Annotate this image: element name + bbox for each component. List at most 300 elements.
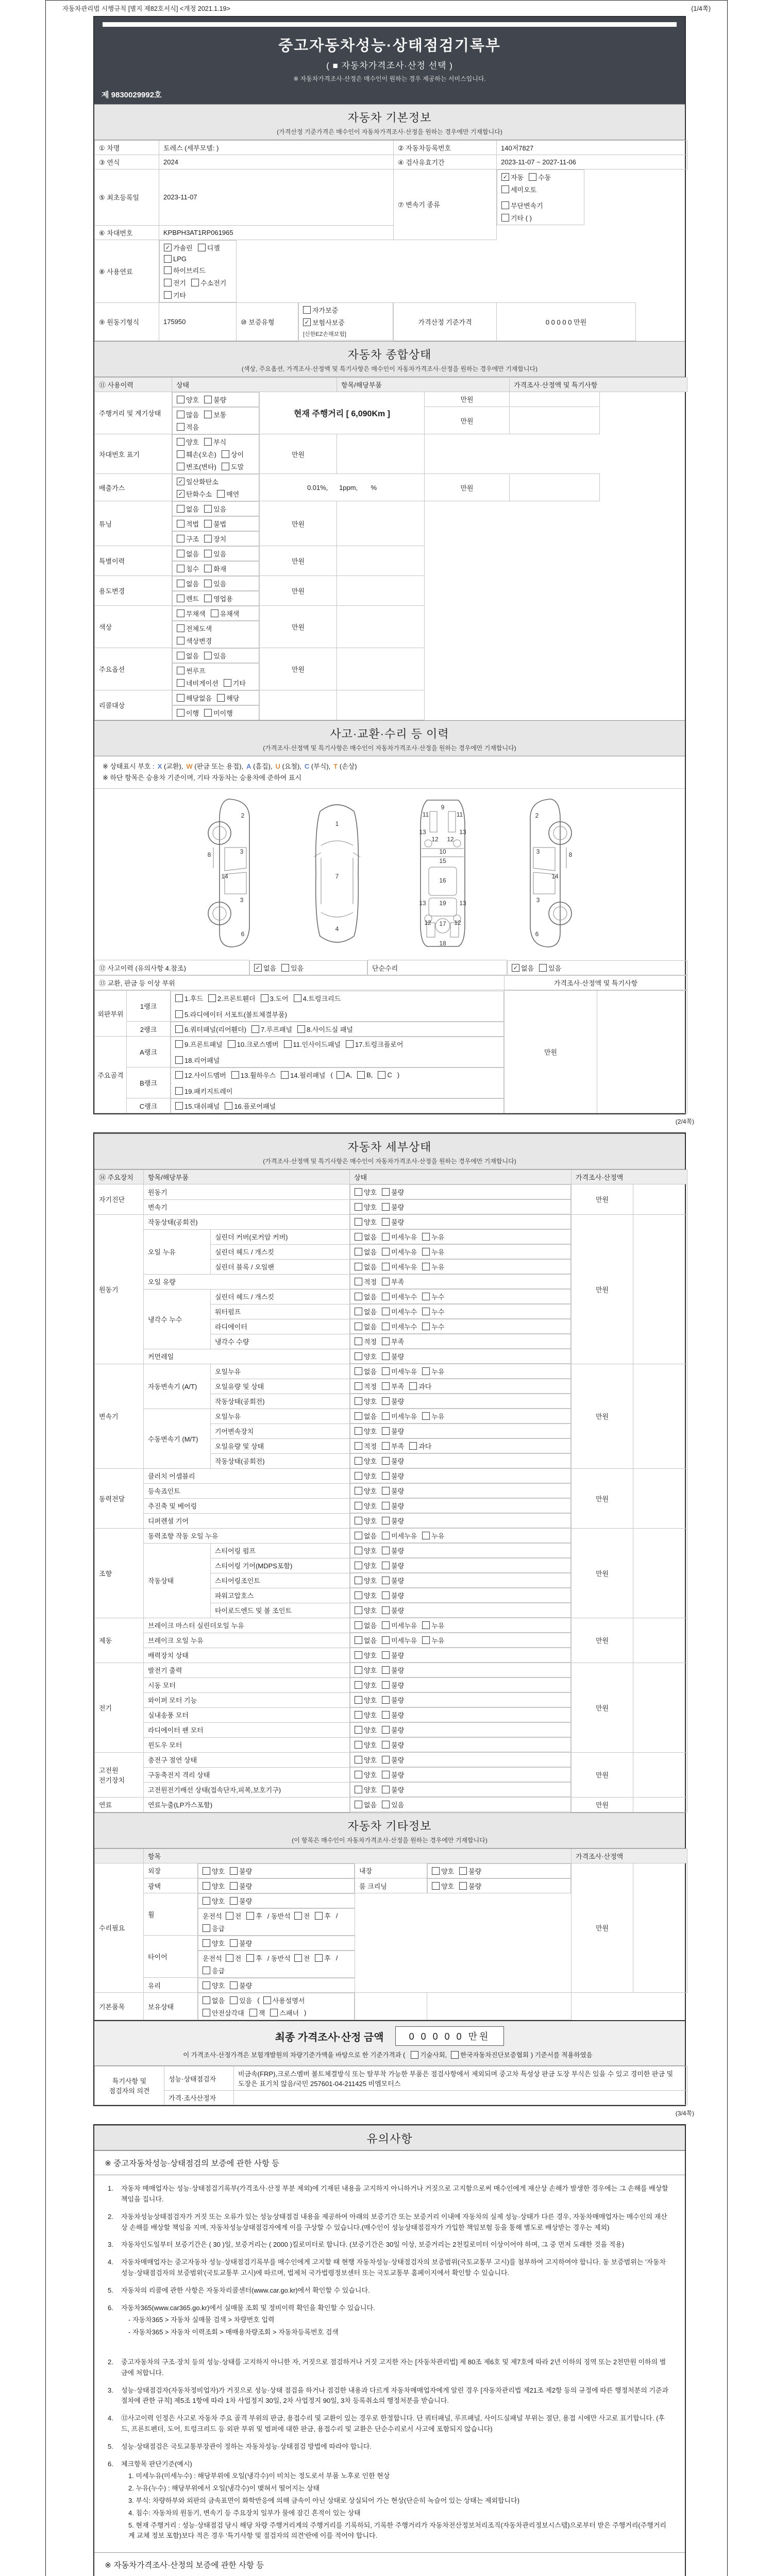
checkbox-9.프론트패널[interactable] — [175, 1039, 223, 1049]
checkbox-미세누유[interactable] — [382, 1232, 417, 1242]
checkbox-양호[interactable] — [355, 1665, 377, 1675]
row-label-simple-repair: 단순수리 — [368, 960, 507, 975]
notice-item — [108, 2303, 671, 2338]
checkbox-불량[interactable] — [230, 1866, 252, 1876]
checkbox-미세누유[interactable] — [382, 1411, 417, 1421]
checkbox-B,[interactable] — [357, 1071, 373, 1079]
checkbox-불량[interactable] — [382, 1561, 404, 1570]
checkbox-전[interactable] — [294, 1953, 310, 1963]
checkbox-불법[interactable] — [204, 519, 226, 529]
checkbox-불량[interactable] — [382, 1501, 404, 1511]
checkbox-양호[interactable] — [355, 1471, 377, 1481]
checkbox-보통[interactable] — [204, 410, 226, 419]
checkbox-수동[interactable] — [529, 172, 551, 182]
column-header: 가격조사·산정액 — [572, 1170, 687, 1184]
value-inspector-opinion: 비금속(FRP),크로스멤버 볼트체결방식 또는 탈부착 가능한 부품은 점검사항에서 제외되며 중고차 특성상 판금 도장 부식은 있을 수 있고 경미한 판금 및 도장은 표기치 않음/국민 257601-04-211425 비엠모터스 — [234, 2066, 687, 2091]
checkbox-label: 양호 — [212, 1981, 225, 1990]
checkbox-없음[interactable] — [355, 1635, 377, 1645]
checkbox-양호[interactable] — [355, 1650, 377, 1660]
checkbox-훼손(오손)[interactable] — [177, 449, 216, 459]
checkbox-13.휠하우스[interactable] — [231, 1070, 276, 1080]
checkbox-구조[interactable] — [177, 534, 199, 544]
checkbox-부족[interactable] — [382, 1441, 404, 1451]
checkbox-불량[interactable] — [459, 1866, 481, 1876]
checkbox-색상변경[interactable] — [177, 636, 212, 646]
checkbox-불량[interactable] — [230, 1881, 252, 1891]
unchecked-box-icon — [382, 1517, 390, 1524]
unchecked-box-icon — [198, 244, 206, 251]
checkbox-19.패키지트레이[interactable] — [175, 1086, 232, 1096]
checkbox-5.라디에이터 서포트(볼트체결부품)[interactable] — [175, 1009, 287, 1019]
checkbox-없음[interactable] — [355, 1262, 377, 1272]
checkbox-양호[interactable] — [355, 1680, 377, 1690]
checkbox-렌트[interactable] — [177, 594, 199, 603]
checkbox-불량[interactable] — [382, 1516, 404, 1526]
checkbox-불량[interactable] — [382, 1351, 404, 1361]
checkbox-미세누수[interactable] — [382, 1321, 417, 1331]
table-cell — [427, 1878, 571, 1893]
checkbox-불량[interactable] — [459, 1881, 481, 1891]
checkbox-미세누유[interactable] — [382, 1620, 417, 1630]
checkbox-6.쿼터패널(리어휀더)[interactable] — [175, 1024, 246, 1034]
checkbox-불량[interactable] — [382, 1680, 404, 1690]
checkbox-미세누유[interactable] — [382, 1366, 417, 1376]
page-2 — [93, 1132, 686, 2106]
section-detail-state — [94, 1133, 685, 1170]
unchecked-box-icon — [355, 1801, 362, 1808]
table-cell — [172, 690, 259, 705]
checkbox-화재[interactable] — [204, 564, 226, 573]
checkbox-불량[interactable] — [204, 395, 226, 404]
checkbox-1.후드[interactable] — [175, 993, 203, 1003]
checkbox-label: 누유 — [431, 1263, 445, 1272]
table-cell: 작동상태 — [144, 1543, 211, 1618]
checkbox-적정[interactable] — [355, 1336, 377, 1346]
checkbox-변조(변타)[interactable] — [177, 462, 216, 471]
checkbox-누유[interactable] — [422, 1620, 444, 1630]
checkbox-양호[interactable] — [355, 1785, 377, 1794]
checkbox-10.크로스멤버[interactable] — [228, 1039, 279, 1049]
checkbox-없음[interactable] — [355, 1232, 377, 1242]
checkbox-양호[interactable] — [355, 1561, 377, 1570]
checkbox-미세누유[interactable] — [382, 1247, 417, 1257]
unchecked-box-icon — [226, 1954, 233, 1962]
checkbox-양호[interactable] — [355, 1740, 377, 1750]
checkbox-A,[interactable] — [337, 1071, 352, 1079]
checkbox-없음[interactable] — [355, 1620, 377, 1630]
checkbox-양호[interactable] — [355, 1486, 377, 1496]
checkbox-있음[interactable] — [539, 963, 561, 973]
field-label-reg-no: ② 자동차등록번호 — [394, 141, 497, 155]
checkbox-후[interactable] — [315, 1953, 331, 1963]
checkbox-응급[interactable] — [203, 1923, 225, 1933]
unchecked-box-icon — [177, 535, 184, 543]
checkbox-양호[interactable] — [432, 1881, 454, 1891]
checkbox-없음[interactable] — [177, 651, 199, 660]
table-cell — [350, 1797, 571, 1812]
checkbox-불량[interactable] — [382, 1486, 404, 1496]
checkbox-미세누수[interactable] — [382, 1307, 417, 1316]
checkbox-label: 기타 — [173, 291, 187, 299]
table-cell: 수동변속기 (M/T) — [144, 1409, 211, 1468]
checkbox-썬루프[interactable] — [177, 666, 206, 675]
checkbox-불량[interactable] — [382, 1695, 404, 1705]
checkbox-17.트렁크플로어[interactable] — [346, 1039, 403, 1049]
checkbox-누유[interactable] — [422, 1232, 444, 1242]
state-code-desc: (흠집), — [251, 762, 273, 770]
table-cell — [350, 1483, 571, 1498]
checkbox-불량[interactable] — [382, 1575, 404, 1585]
checkbox-응급[interactable] — [203, 1965, 225, 1975]
checkbox-불량[interactable] — [382, 1426, 404, 1436]
checkbox-15.대쉬패널[interactable] — [175, 1101, 220, 1111]
table-cell — [172, 516, 259, 531]
device-high-voltage: 고전원 전기장치 — [95, 1752, 144, 1797]
checkbox-양호[interactable] — [355, 1396, 377, 1406]
checkbox-없음[interactable] — [355, 1531, 377, 1540]
checkbox-후[interactable] — [246, 1911, 262, 1921]
checkbox-없음[interactable] — [355, 1321, 377, 1331]
checkbox-적정[interactable] — [355, 1277, 377, 1286]
unchecked-box-icon — [409, 1442, 417, 1450]
table-cell — [337, 606, 425, 648]
unchecked-box-icon — [217, 694, 225, 702]
checkbox-label: 전기 — [173, 279, 187, 287]
checkbox-누수[interactable] — [422, 1292, 444, 1301]
svg-text:13: 13 — [418, 828, 426, 836]
checkbox-있음[interactable] — [204, 579, 226, 588]
checkbox-양호[interactable] — [203, 1866, 225, 1876]
checkbox-없음[interactable] — [177, 504, 199, 514]
checkbox-과다[interactable] — [409, 1441, 431, 1451]
checkbox-많음[interactable] — [177, 410, 199, 419]
checkbox-무단변속기[interactable] — [501, 200, 543, 210]
checkbox-과다[interactable] — [409, 1381, 431, 1391]
checkbox-없음[interactable] — [177, 549, 199, 558]
checkbox-양호[interactable] — [355, 1770, 377, 1780]
unchecked-box-icon — [529, 173, 536, 181]
checkbox-사용설명서[interactable] — [263, 1995, 305, 2005]
checkbox-양호[interactable] — [203, 1938, 225, 1948]
unchecked-box-icon — [177, 652, 184, 659]
checkbox-양호[interactable] — [203, 1881, 225, 1891]
checkbox-양호[interactable] — [355, 1426, 377, 1436]
checkbox-양호[interactable] — [355, 1351, 377, 1361]
state-code-desc: (손상) — [338, 762, 357, 770]
checkbox-자동[interactable] — [501, 172, 524, 182]
checkbox-해당[interactable] — [217, 693, 239, 703]
unchecked-box-icon — [422, 1323, 430, 1330]
checkbox-label: 해당없음 — [186, 694, 212, 702]
checkbox-label: 매연 — [226, 490, 240, 498]
checkbox-있음[interactable] — [382, 1800, 404, 1809]
checkbox-양호[interactable] — [355, 1755, 377, 1765]
checkbox-전[interactable] — [294, 1911, 310, 1921]
checkbox-누유[interactable] — [422, 1635, 444, 1645]
checkbox-없음[interactable] — [355, 1800, 377, 1809]
checkbox-기타 ( )[interactable] — [501, 213, 532, 223]
checkbox-양호[interactable] — [355, 1725, 377, 1735]
checkbox-디젤[interactable] — [198, 243, 220, 252]
checkbox-label: 불량 — [391, 1353, 405, 1361]
checkbox-불량[interactable] — [382, 1546, 404, 1555]
checkbox-보험사보증[interactable] — [303, 317, 345, 327]
checkbox-있음[interactable] — [204, 549, 226, 558]
checkbox-불량[interactable] — [382, 1740, 404, 1750]
state-code-line — [103, 761, 677, 772]
unchecked-box-icon — [294, 994, 301, 1002]
checkbox-불량[interactable] — [382, 1396, 404, 1406]
checkbox-label: 후 — [324, 1912, 331, 1920]
checkbox-누유[interactable] — [422, 1531, 444, 1540]
checkbox-양호[interactable] — [355, 1546, 377, 1555]
checkbox-없음[interactable] — [355, 1411, 377, 1421]
checkbox-잭[interactable] — [249, 2008, 265, 2018]
notice-item-number: 3. — [108, 2241, 113, 2249]
checkbox-가솔린[interactable] — [164, 243, 193, 252]
checkbox-불량[interactable] — [382, 1725, 404, 1735]
checkbox-적정[interactable] — [355, 1381, 377, 1391]
checkbox-불량[interactable] — [382, 1605, 404, 1615]
checkbox-미세누유[interactable] — [382, 1635, 417, 1645]
table-cell: 구동축전지 격리 상태 — [144, 1767, 350, 1782]
table-cell: 만원 — [572, 1663, 633, 1752]
table-cell — [350, 1692, 571, 1707]
checkbox-해당없음[interactable] — [177, 693, 212, 703]
checkbox-양호[interactable] — [355, 1202, 377, 1212]
table-cell — [172, 606, 259, 621]
checkbox-18.리어패널[interactable] — [175, 1055, 220, 1065]
checkbox-세미오토[interactable] — [501, 184, 536, 194]
checkbox-도말[interactable] — [222, 462, 244, 471]
checkbox-양호[interactable] — [355, 1710, 377, 1720]
checkbox-이행[interactable] — [177, 708, 199, 718]
checkbox-불량[interactable] — [382, 1187, 404, 1197]
checkbox-유채색[interactable] — [211, 608, 240, 618]
unchecked-box-icon — [355, 1591, 362, 1599]
checkbox-수소전기[interactable] — [191, 278, 226, 287]
checkbox-영업용[interactable] — [204, 594, 233, 603]
checkbox-상이[interactable] — [222, 449, 244, 459]
checkbox-4.트렁크리드[interactable] — [294, 993, 341, 1003]
checkbox-양호[interactable] — [177, 437, 199, 447]
column-header: ⑪ 사용이력 — [95, 377, 172, 392]
checkbox-8.사이드실 패널[interactable] — [297, 1024, 353, 1034]
device-powertrain: 동력전달 — [95, 1468, 144, 1528]
checkbox-양호[interactable] — [203, 1980, 225, 1990]
checkbox-누수[interactable] — [422, 1307, 444, 1316]
checkbox-불량[interactable] — [382, 1471, 404, 1481]
field-label-first-reg: ⑤ 최초등록일 — [95, 170, 159, 226]
document-number: 제 9830029992호 — [102, 91, 162, 99]
checkbox-12.사이드멤버[interactable] — [175, 1070, 226, 1080]
checkbox-불량[interactable] — [382, 1590, 404, 1600]
table-cell — [172, 705, 259, 720]
checkbox-불량[interactable] — [382, 1202, 404, 1212]
checkbox-누수[interactable] — [422, 1321, 444, 1331]
checkbox-불량[interactable] — [382, 1665, 404, 1675]
checkbox-탄화수소[interactable] — [177, 489, 212, 499]
checkbox-label: 상이 — [230, 450, 244, 459]
checkbox-장치[interactable] — [204, 534, 226, 544]
checkbox-불량[interactable] — [382, 1770, 404, 1780]
checkbox-label: 불량 — [391, 1562, 405, 1570]
checkbox-미세누유[interactable] — [382, 1262, 417, 1272]
unchecked-box-icon — [355, 1352, 362, 1360]
table-cell — [350, 1289, 571, 1304]
checkbox-있음[interactable] — [204, 651, 226, 660]
checkbox-없음[interactable] — [254, 963, 276, 973]
checkbox-양호[interactable] — [355, 1516, 377, 1526]
checkbox-있음[interactable] — [281, 963, 304, 973]
checkbox-없음[interactable] — [355, 1307, 377, 1316]
unchecked-box-icon — [422, 1248, 430, 1256]
table-cell — [427, 1993, 572, 2020]
row-label-appraiser: 가격·조사산정자 — [164, 2091, 234, 2105]
checkbox-네비게이션[interactable] — [177, 678, 219, 688]
section-subnote: (가격조사·산정액 및 특기사항은 매수인이 자동차가격조사·산정을 원하는 경우에만 기재합니다) — [263, 744, 516, 752]
checkbox-없음[interactable] — [355, 1292, 377, 1301]
row-label-options: 주요옵션 — [95, 648, 172, 690]
checkbox-적법[interactable] — [177, 519, 199, 529]
checkbox-없음[interactable] — [355, 1366, 377, 1376]
checkbox-적정[interactable] — [355, 1441, 377, 1451]
checkbox-label: 없음 — [186, 505, 199, 513]
checkbox-3.도어[interactable] — [261, 993, 289, 1003]
checkbox-16.플로어패널[interactable] — [225, 1101, 276, 1111]
checkbox-기타[interactable] — [164, 290, 186, 300]
checkbox-불량[interactable] — [230, 1896, 252, 1906]
checkbox-양호[interactable] — [355, 1187, 377, 1197]
checkbox-누유[interactable] — [422, 1366, 444, 1376]
checkbox-한국자동차진단보증협회[interactable] — [451, 2050, 529, 2059]
unchecked-box-icon — [164, 279, 172, 286]
checkbox-미세누수[interactable] — [382, 1292, 417, 1301]
checkbox-14.필러패널[interactable] — [281, 1070, 325, 1080]
checkbox-부식[interactable] — [204, 437, 226, 447]
checkbox-label: 있음 — [213, 580, 227, 588]
checkbox-침수[interactable] — [177, 564, 199, 573]
unchecked-box-icon — [422, 1293, 430, 1300]
checkbox-불량[interactable] — [382, 1650, 404, 1660]
checkbox-불량[interactable] — [382, 1785, 404, 1794]
unchecked-box-icon — [355, 1308, 362, 1315]
scan-stripe — [103, 22, 677, 27]
checkbox-불량[interactable] — [382, 1755, 404, 1765]
checkbox-LPG[interactable] — [164, 255, 187, 263]
basic-info-table — [94, 140, 685, 341]
table-cell — [510, 392, 600, 407]
checkbox-7.루프패널[interactable] — [251, 1024, 292, 1034]
checkbox-전체도색[interactable] — [177, 623, 212, 633]
checkbox-label: 적정 — [364, 1443, 377, 1451]
checkbox-기술사회,[interactable] — [411, 2050, 447, 2059]
checkbox-양호[interactable] — [203, 1896, 225, 1906]
unchecked-box-icon — [539, 964, 547, 972]
checkbox-하이브리드[interactable] — [164, 265, 206, 275]
unchecked-box-icon — [177, 550, 184, 557]
checkbox-없음[interactable] — [203, 1995, 225, 2005]
notice-item-number: 6. — [108, 2303, 113, 2312]
checkbox-불량[interactable] — [382, 1456, 404, 1466]
checkbox-스패너[interactable] — [270, 2008, 299, 2018]
unchecked-box-icon — [175, 1040, 183, 1048]
checkbox-양호[interactable] — [355, 1695, 377, 1705]
checkbox-불량[interactable] — [230, 1980, 252, 1990]
table-cell: 배력장치 상태 — [144, 1648, 350, 1663]
svg-text:18: 18 — [439, 940, 446, 947]
checkbox-불량[interactable] — [382, 1217, 404, 1227]
checkbox-양호[interactable] — [355, 1501, 377, 1511]
checkbox-부족[interactable] — [382, 1277, 404, 1286]
checkbox-label: 불량 — [391, 1667, 405, 1675]
checkbox-안전삼각대[interactable] — [203, 2008, 244, 2018]
checkbox-2.프론트휀더[interactable] — [208, 993, 256, 1003]
checkbox-양호[interactable] — [355, 1605, 377, 1615]
checkbox-미이행[interactable] — [204, 708, 233, 718]
unchecked-box-icon — [459, 1882, 467, 1890]
unchecked-box-icon — [164, 266, 172, 274]
checkbox-전기[interactable] — [164, 278, 186, 287]
checkbox-없음[interactable] — [512, 963, 534, 973]
checkbox-자가보증[interactable] — [303, 305, 338, 315]
checkbox-없음[interactable] — [177, 579, 199, 588]
checkbox-일산화탄소[interactable] — [177, 477, 219, 486]
checkbox-누유[interactable] — [422, 1262, 444, 1272]
checkbox-양호[interactable] — [355, 1456, 377, 1466]
unchecked-box-icon — [382, 1562, 390, 1569]
table-cell — [337, 546, 425, 576]
checkbox-불량[interactable] — [382, 1710, 404, 1720]
checkbox-기타[interactable] — [224, 678, 246, 688]
checkbox-매연[interactable] — [217, 489, 239, 499]
checkbox-없음[interactable] — [355, 1247, 377, 1257]
checkbox-누유[interactable] — [422, 1411, 444, 1421]
row-label-vin-marking: 차대번호 표기 — [95, 434, 172, 474]
checkbox-누유[interactable] — [422, 1247, 444, 1257]
checkbox-불량[interactable] — [230, 1938, 252, 1948]
checkbox-label: 불량 — [391, 1592, 405, 1600]
checkbox-전[interactable] — [226, 1953, 242, 1963]
checkbox-label: 양호 — [364, 1487, 377, 1496]
checkbox-부족[interactable] — [382, 1336, 404, 1346]
checkbox-양호[interactable] — [432, 1866, 454, 1876]
unchecked-box-icon — [211, 609, 219, 617]
checkbox-있음[interactable] — [204, 504, 226, 514]
checkbox-label: 누유 — [431, 1637, 445, 1645]
checkbox-미세누유[interactable] — [382, 1531, 417, 1540]
checkbox-양호[interactable] — [355, 1590, 377, 1600]
device-electric: 전기 — [95, 1663, 144, 1752]
checkbox-label: 불량 — [468, 1867, 482, 1875]
checkbox-label: 전체도색 — [186, 624, 212, 633]
checkbox-양호[interactable] — [355, 1217, 377, 1227]
checkbox-적음[interactable] — [177, 422, 199, 432]
checkbox-무채색[interactable] — [177, 608, 206, 618]
checkbox-후[interactable] — [315, 1911, 331, 1921]
checkbox-label: 미이행 — [213, 709, 233, 717]
checkbox-양호[interactable] — [177, 395, 199, 404]
checkbox-부족[interactable] — [382, 1381, 404, 1391]
checkbox-있음[interactable] — [230, 1995, 252, 2005]
checkbox-11.인사이드패널[interactable] — [284, 1039, 341, 1049]
checkbox-C[interactable] — [378, 1071, 392, 1079]
checkbox-전[interactable] — [226, 1911, 242, 1921]
section-subnote: (가격산정 기준가격은 매수인이 자동차가격조사·산정을 원하는 경우에만 기재합니다) — [277, 128, 502, 135]
checkbox-후[interactable] — [246, 1953, 262, 1963]
unchecked-box-icon — [355, 1517, 362, 1524]
checkbox-양호[interactable] — [355, 1575, 377, 1585]
